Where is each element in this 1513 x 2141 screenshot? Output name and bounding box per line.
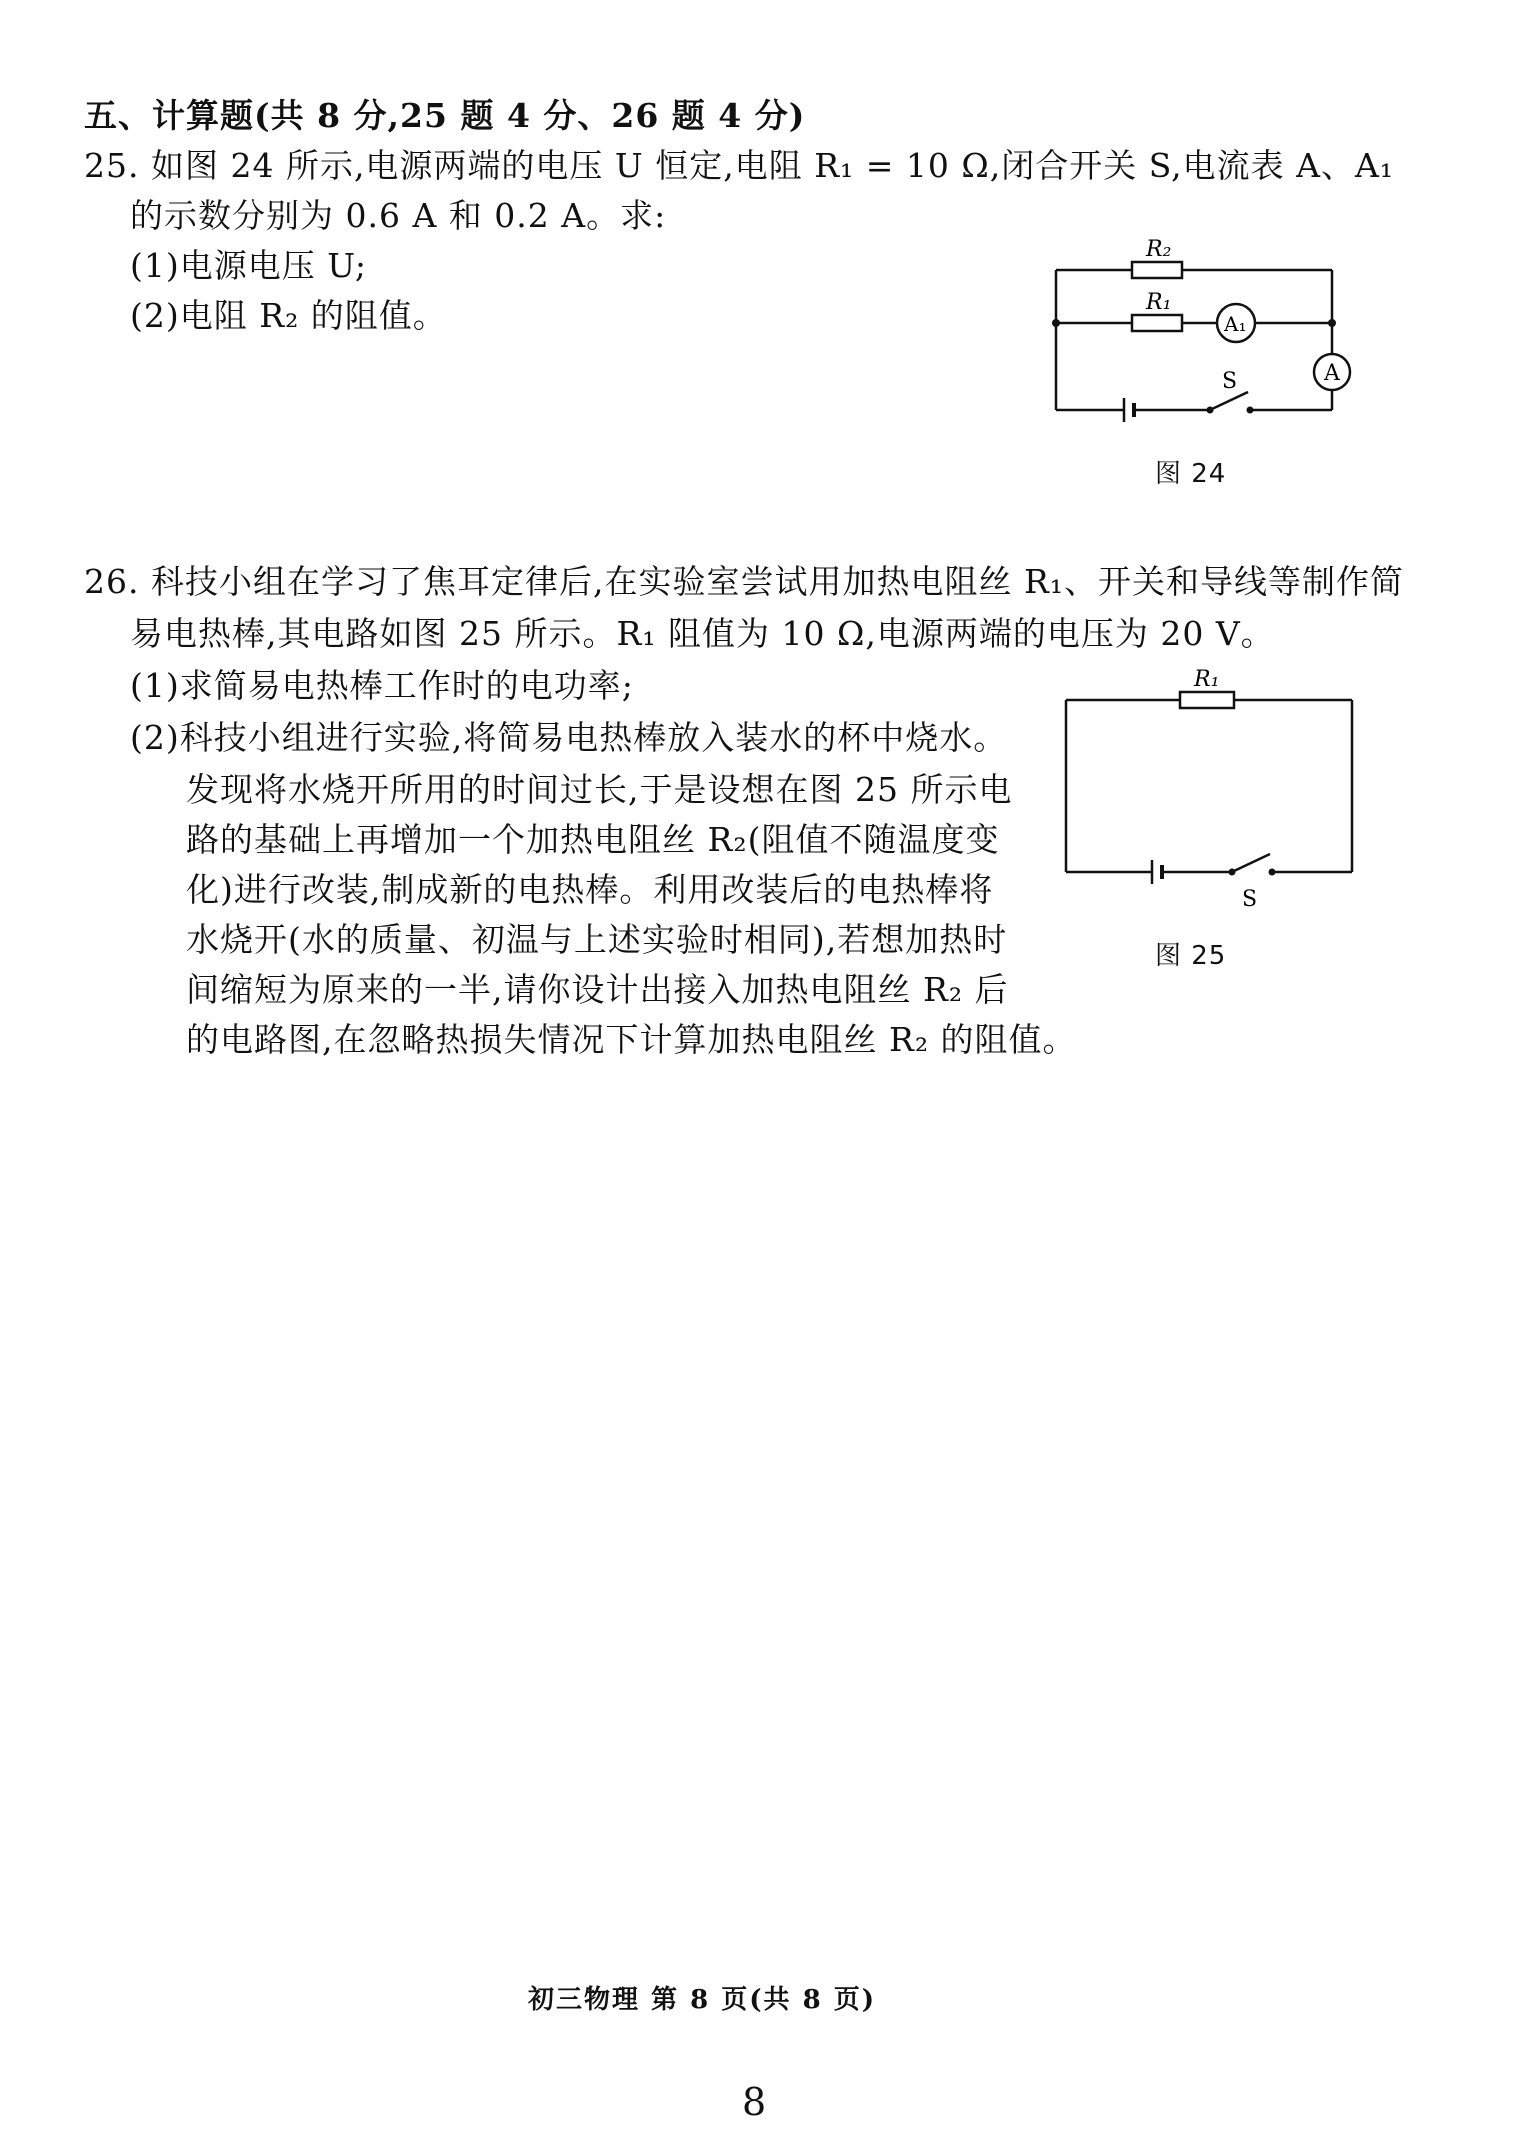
q26-line-2: 易电热棒,其电路如图 25 所示。R₁ 阻值为 10 Ω,电源两端的电压为 20 V。 — [130, 614, 1275, 653]
label-a1: A₁ — [1224, 312, 1247, 336]
q26-line-6: 路的基础上再增加一个加热电阻丝 R₂(阻值不随温度变 — [186, 820, 1000, 859]
q26-line-7: 化)进行改装,制成新的电热棒。利用改装后的电热棒将 — [186, 870, 994, 909]
q25-line-1: 25. 如图 24 所示,电源两端的电压 U 恒定,电阻 R₁ = 10 Ω,闭合开关 S,电流表 A、A₁ — [84, 146, 1395, 185]
figure-25 — [1060, 660, 1360, 920]
q25-line-3: (1)电源电压 U; — [130, 246, 367, 285]
label-s: S — [1242, 887, 1258, 912]
label-s: S — [1222, 369, 1238, 394]
resistor-r1 — [1180, 692, 1234, 708]
q26-line-4: (2)科技小组进行实验,将简易电热棒放入装水的杯中烧水。 — [130, 718, 1008, 757]
page-footer: 初三物理 第 8 页(共 8 页) — [528, 1985, 877, 2015]
q25-line-2: 的示数分别为 0.6 A 和 0.2 A。求: — [130, 196, 667, 235]
circuit-diagram-25 — [1060, 660, 1360, 920]
switch-contact — [1207, 407, 1214, 414]
label-r1: R₁ — [1194, 667, 1220, 692]
circuit-diagram-24 — [1040, 220, 1380, 430]
junction-dot — [1328, 319, 1336, 327]
figure-24-caption: 图 24 — [1155, 459, 1227, 489]
q26-line-5: 发现将水烧开所用的时间过长,于是设想在图 25 所示电 — [186, 770, 1013, 809]
section-title: 五、计算题(共 8 分,25 题 4 分、26 题 4 分) — [84, 96, 806, 135]
junction-dot — [1052, 319, 1060, 327]
resistor-r2 — [1132, 262, 1182, 278]
switch-s — [1234, 854, 1270, 871]
q26-line-10: 的电路图,在忽略热损失情况下计算加热电阻丝 R₂ 的阻值。 — [186, 1020, 1077, 1059]
switch-contact — [1269, 869, 1276, 876]
switch-contact — [1247, 407, 1254, 414]
label-a: A — [1324, 361, 1340, 386]
switch-s — [1212, 392, 1248, 409]
page-number: 8 — [742, 2080, 768, 2124]
switch-contact — [1229, 869, 1236, 876]
label-r2: R₂ — [1146, 237, 1172, 262]
q26-line-1: 26. 科技小组在学习了焦耳定律后,在实验室尝试用加热电阻丝 R₁、开关和导线等制作简 — [84, 562, 1405, 601]
resistor-r1 — [1132, 315, 1182, 331]
figure-25-caption: 图 25 — [1155, 941, 1227, 971]
q26-line-8: 水烧开(水的质量、初温与上述实验时相同),若想加热时 — [186, 920, 1008, 959]
q25-line-4: (2)电阻 R₂ 的阻值。 — [130, 296, 447, 335]
q26-line-3: (1)求简易电热棒工作时的电功率; — [130, 666, 634, 705]
figure-24 — [1040, 220, 1380, 430]
label-r1: R₁ — [1146, 290, 1172, 315]
q26-line-9: 间缩短为原来的一半,请你设计出接入加热电阻丝 R₂ 后 — [186, 970, 1009, 1009]
